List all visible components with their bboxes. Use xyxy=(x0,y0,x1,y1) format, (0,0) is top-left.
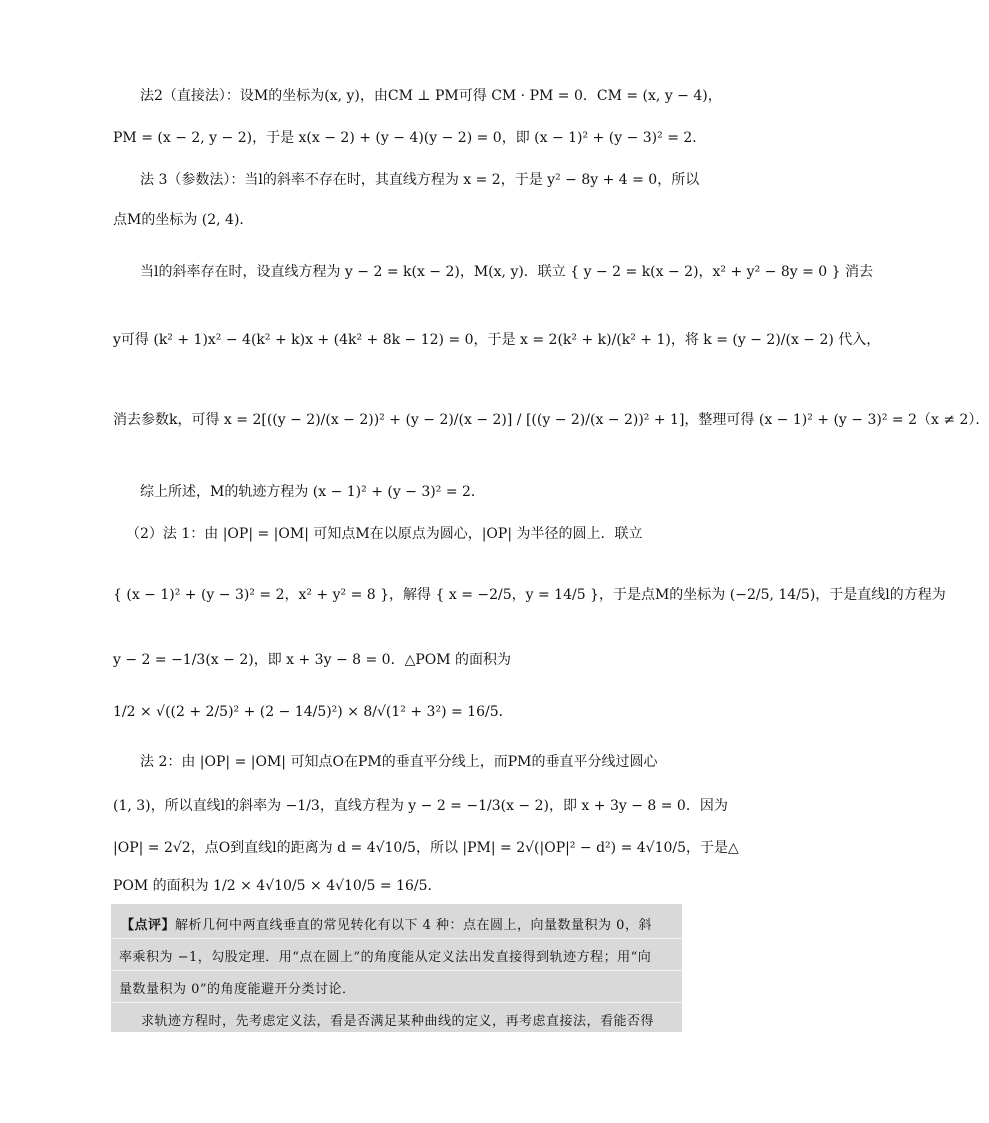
method3-line3: 当l的斜率存在时，设直线方程为 y − 2 = k(x − 2)，M(x, y)．联立 { y − 2 = k(x − 2)，x² + y² − 8y = 0 } 消去 xyxy=(140,264,873,280)
method3-line2: 点M的坐标为 (2, 4)． xyxy=(113,212,254,228)
part2-method2-line4: POM 的面积为 1/2 × 4√10/5 × 4√10/5 = 16/5． xyxy=(113,878,442,894)
method3-line5: 消去参数k，可得 x = 2[((y − 2)/(x − 2))² + (y − 2)/(x − 2)] / [((y − 2)/(x − 2))² + 1]，整理可得 (x − 1)² + (y − 3)² = 2（x ≠ 2）． xyxy=(113,412,989,428)
part2-method1-line4: 1/2 × √((2 + 2/5)² + (2 − 14/5)²) × 8/√(1² + 3²) = 16/5． xyxy=(113,704,513,720)
part2-method2-line3: |OP| = 2√2，点O到直线l的距离为 d = 4√10/5，所以 |PM| = 2√(|OP|² − d²) = 4√10/5，于是△ xyxy=(113,840,739,856)
part2-method1-line1: （2）法 1：由 |OP| = |OM| 可知点M在以原点为圆心，|OP| 为半径的圆上．联立 xyxy=(126,526,643,542)
review-line2: 率乘积为 −1，勾股定理．用“点在圆上”的角度能从定义法出发直接得到轨迹方程；用“向 xyxy=(119,950,652,965)
review-separator xyxy=(111,938,682,939)
review-line1-text: 解析几何中两直线垂直的常见转化有以下 4 种：点在圆上，向量数量积为 0，斜 xyxy=(175,918,652,933)
part2-method2-line2: (1, 3)，所以直线l的斜率为 −1/3，直线方程为 y − 2 = −1/3(x − 2)，即 x + 3y − 8 = 0．因为 xyxy=(113,798,728,814)
part2-method1-line2: { (x − 1)² + (y − 3)² = 2，x² + y² = 8 }，解得 { x = −2/5，y = 14/5 }，于是点M的坐标为 (−2/5, 14/5)，于是直线l的方程为 xyxy=(113,587,946,603)
summary-line: 综上所述，M的轨迹方程为 (x − 1)² + (y − 3)² = 2． xyxy=(140,484,485,500)
method2-line1: 法2（直接法）：设M的坐标为(x, y)，由CM ⊥ PM可得 CM · PM = 0．CM = (x, y − 4)， xyxy=(140,88,722,104)
review-box xyxy=(111,904,682,1032)
part2-method1-line3: y − 2 = −1/3(x − 2)，即 x + 3y − 8 = 0．△POM 的面积为 xyxy=(113,652,512,668)
method3-line1: 法 3（参数法）：当l的斜率不存在时，其直线方程为 x = 2，于是 y² − 8y + 4 = 0，所以 xyxy=(140,172,700,188)
review-line3: 量数量积为 0”的角度能避开分类讨论． xyxy=(119,982,356,997)
method2-line2: PM = (x − 2, y − 2)，于是 x(x − 2) + (y − 4)(y − 2) = 0，即 (x − 1)² + (y − 3)² = 2． xyxy=(113,130,707,146)
review-tag: 【点评】 xyxy=(121,918,176,933)
review-line1 xyxy=(121,914,652,933)
review-line4: 求轨迹方程时，先考虑定义法，看是否满足某种曲线的定义，再考虑直接法，看能否得 xyxy=(141,1014,655,1029)
method3-line4: y可得 (k² + 1)x² − 4(k² + k)x + (4k² + 8k − 12) = 0，于是 x = 2(k² + k)/(k² + 1)，将 k = (y − 2)/(x − 2) 代入， xyxy=(113,332,881,348)
review-separator xyxy=(111,1002,682,1003)
review-separator xyxy=(111,970,682,971)
part2-method2-line1: 法 2：由 |OP| = |OM| 可知点O在PM的垂直平分线上，而PM的垂直平分线过圆心 xyxy=(140,754,658,770)
